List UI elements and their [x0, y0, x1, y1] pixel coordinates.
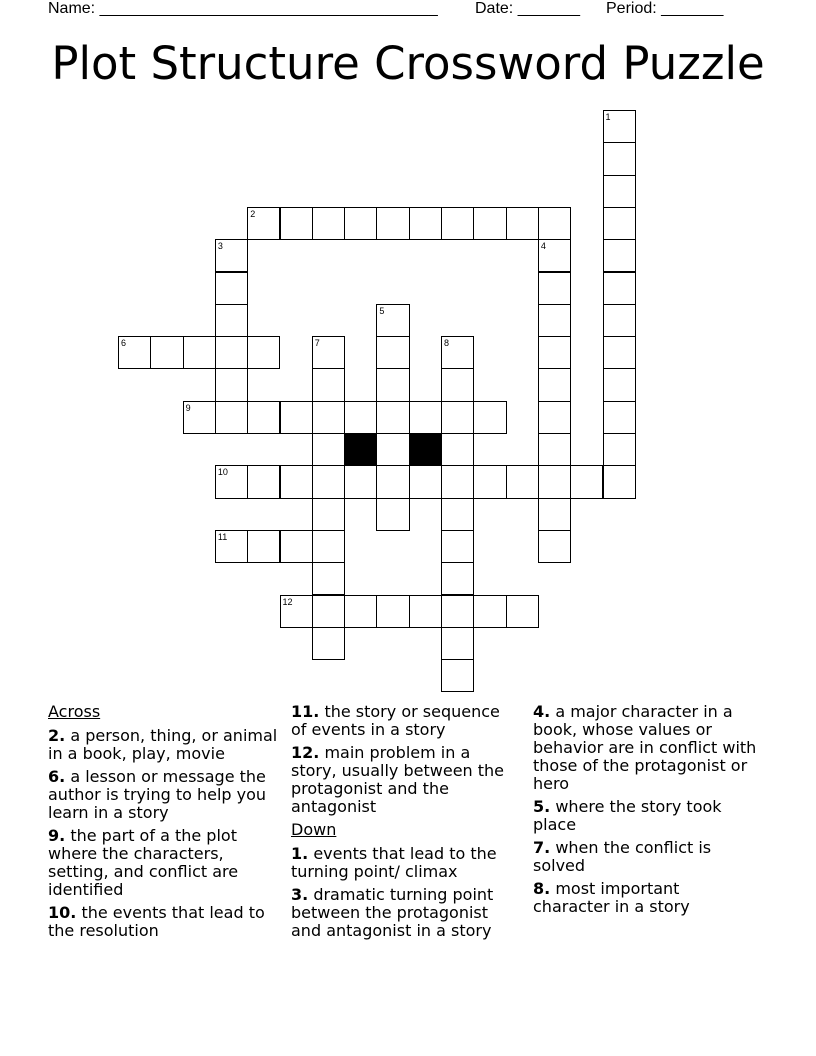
clue-text: events that lead to the turning point/ climax [291, 844, 497, 881]
grid-cell[interactable] [441, 659, 474, 692]
grid-cell[interactable] [312, 627, 345, 660]
cell-number: 2 [250, 208, 256, 219]
grid-cell[interactable] [603, 336, 636, 369]
grid-cell[interactable] [376, 207, 409, 240]
clue-text: a lesson or message the author is trying to help you learn in a story [48, 767, 267, 822]
clue-down-3 [291, 886, 519, 940]
clue-number: 9. [48, 826, 66, 845]
clue-text: when the conflict is solved [533, 838, 712, 875]
grid-cell[interactable] [538, 239, 571, 272]
grid-cell[interactable] [215, 239, 248, 272]
grid-cell[interactable] [441, 465, 474, 498]
grid-cell[interactable] [118, 336, 151, 369]
grid-cell[interactable] [603, 272, 636, 305]
clue-down-5 [533, 798, 758, 834]
grid-cell[interactable] [312, 530, 345, 563]
grid-cell[interactable] [409, 465, 442, 498]
cell-number: 4 [540, 241, 546, 252]
black-cell [409, 433, 442, 466]
grid-cell[interactable] [344, 207, 377, 240]
grid-cell[interactable] [441, 207, 474, 240]
down-heading: Down [291, 820, 337, 839]
grid-cell[interactable] [538, 368, 571, 401]
clue-across-2 [48, 727, 278, 763]
grid-cell[interactable] [441, 401, 474, 434]
grid-cell[interactable] [506, 465, 539, 498]
clues-column-2 [291, 703, 519, 945]
grid-cell[interactable] [441, 530, 474, 563]
grid-cell[interactable] [538, 304, 571, 337]
across-clues-column-1 [48, 703, 278, 945]
clue-across-11 [291, 703, 519, 739]
clue-across-9 [48, 827, 278, 899]
grid-cell[interactable] [376, 498, 409, 531]
grid-cell[interactable] [344, 465, 377, 498]
grid-cell[interactable] [441, 336, 474, 369]
grid-cell[interactable] [247, 336, 280, 369]
clue-number: 2. [48, 726, 66, 745]
clue-text: most important character in a story [533, 879, 690, 916]
clue-number: 7. [533, 838, 551, 857]
grid-cell[interactable] [409, 401, 442, 434]
grid-cell[interactable] [603, 465, 636, 498]
grid-cell[interactable] [538, 401, 571, 434]
cell-number: 8 [444, 338, 450, 349]
clue-across-12 [291, 744, 519, 816]
grid-cell[interactable] [603, 401, 636, 434]
grid-cell[interactable] [280, 207, 313, 240]
grid-cell[interactable] [376, 401, 409, 434]
grid-cell[interactable] [344, 595, 377, 628]
grid-cell[interactable] [441, 595, 474, 628]
grid-cell[interactable] [344, 401, 377, 434]
date-field[interactable]: Date: _______ [475, 0, 580, 17]
grid-cell[interactable] [312, 336, 345, 369]
grid-cell[interactable] [312, 368, 345, 401]
grid-cell[interactable] [376, 595, 409, 628]
cell-number: 12 [282, 596, 293, 607]
grid-cell[interactable] [473, 595, 506, 628]
clue-number: 12. [291, 743, 320, 762]
grid-cell[interactable] [247, 207, 280, 240]
clues-column-3 [533, 703, 758, 921]
grid-cell[interactable] [215, 304, 248, 337]
grid-cell[interactable] [215, 401, 248, 434]
clue-number: 11. [291, 702, 320, 721]
grid-cell[interactable] [376, 336, 409, 369]
grid-cell[interactable] [215, 530, 248, 563]
clue-down-8 [533, 880, 758, 916]
grid-cell[interactable] [280, 595, 313, 628]
grid-cell[interactable] [280, 465, 313, 498]
clue-down-1 [291, 845, 519, 881]
grid-cell[interactable] [247, 401, 280, 434]
cell-number: 7 [314, 338, 320, 349]
cell-number: 5 [379, 305, 385, 316]
grid-cell[interactable] [603, 304, 636, 337]
grid-cell[interactable] [376, 368, 409, 401]
grid-cell[interactable] [441, 433, 474, 466]
cell-number: 6 [121, 338, 127, 349]
grid-cell[interactable] [376, 465, 409, 498]
clue-number: 6. [48, 767, 66, 786]
grid-cell[interactable] [215, 272, 248, 305]
clue-text: dramatic turning point between the protagonist and antagonist in a story [291, 885, 494, 940]
name-field[interactable]: Name: ______________________________________ [48, 0, 438, 17]
grid-cell[interactable] [603, 142, 636, 175]
clue-number: 5. [533, 797, 551, 816]
grid-cell[interactable] [312, 465, 345, 498]
grid-cell[interactable] [506, 595, 539, 628]
clue-text: the events that lead to the resolution [48, 903, 265, 940]
cell-number: 11 [217, 531, 228, 542]
grid-cell[interactable] [150, 336, 183, 369]
grid-cell[interactable] [603, 433, 636, 466]
clue-across-6 [48, 768, 278, 822]
clue-number: 10. [48, 903, 77, 922]
grid-cell[interactable] [603, 110, 636, 143]
grid-cell[interactable] [312, 433, 345, 466]
clue-text: the part of a the plot where the characters, setting, and conflict are identified [48, 826, 239, 899]
clue-text: where the story took place [533, 797, 722, 834]
grid-cell[interactable] [409, 595, 442, 628]
grid-cell[interactable] [215, 465, 248, 498]
period-field[interactable]: Period: _______ [606, 0, 724, 17]
clue-number: 8. [533, 879, 551, 898]
grid-cell[interactable] [441, 562, 474, 595]
grid-cell[interactable] [538, 336, 571, 369]
grid-cell[interactable] [570, 465, 603, 498]
grid-cell[interactable] [603, 207, 636, 240]
grid-cell[interactable] [538, 530, 571, 563]
clue-down-4 [533, 703, 758, 793]
page-title: Plot Structure Crossword Puzzle [51, 37, 765, 90]
grid-cell[interactable] [183, 336, 216, 369]
grid-cell[interactable] [280, 401, 313, 434]
clue-text: a person, thing, or animal in a book, play, movie [48, 726, 278, 763]
grid-cell[interactable] [441, 627, 474, 660]
grid-cell[interactable] [280, 530, 313, 563]
cell-number: 3 [217, 241, 223, 252]
grid-cell[interactable] [312, 498, 345, 531]
grid-cell[interactable] [312, 595, 345, 628]
grid-cell[interactable] [538, 207, 571, 240]
clue-number: 4. [533, 702, 551, 721]
clue-text: a major character in a book, whose values or behavior are in conflict with those of the protagonist or hero [533, 702, 757, 793]
grid-cell[interactable] [538, 498, 571, 531]
grid-cell[interactable] [312, 401, 345, 434]
clue-down-7 [533, 839, 758, 875]
cell-number: 9 [185, 402, 191, 413]
grid-cell[interactable] [538, 465, 571, 498]
grid-cell[interactable] [603, 175, 636, 208]
grid-cell[interactable] [183, 401, 216, 434]
grid-cell[interactable] [247, 530, 280, 563]
grid-cell[interactable] [376, 304, 409, 337]
grid-cell[interactable] [312, 207, 345, 240]
clue-number: 1. [291, 844, 309, 863]
grid-cell[interactable] [473, 401, 506, 434]
clue-text: the story or sequence of events in a story [291, 702, 500, 739]
grid-cell[interactable] [603, 368, 636, 401]
grid-cell[interactable] [538, 433, 571, 466]
grid-cell[interactable] [441, 368, 474, 401]
cell-number: 10 [217, 467, 228, 478]
grid-cell[interactable] [312, 562, 345, 595]
black-cell [344, 433, 377, 466]
grid-cell[interactable] [215, 336, 248, 369]
grid-cell[interactable] [215, 368, 248, 401]
grid-cell[interactable] [441, 498, 474, 531]
grid-cell[interactable] [473, 207, 506, 240]
grid-cell[interactable] [409, 207, 442, 240]
grid-cell[interactable] [473, 465, 506, 498]
clue-across-10 [48, 904, 278, 940]
grid-cell[interactable] [603, 239, 636, 272]
grid-cell[interactable] [506, 207, 539, 240]
cell-number: 1 [605, 112, 611, 122]
clue-number: 3. [291, 885, 309, 904]
grid-cell[interactable] [376, 433, 409, 466]
grid-cell[interactable] [538, 272, 571, 305]
clue-text: main problem in a story, usually between the protagonist and the antagonist [291, 743, 505, 816]
across-heading: Across [48, 702, 101, 721]
grid-cell[interactable] [247, 465, 280, 498]
